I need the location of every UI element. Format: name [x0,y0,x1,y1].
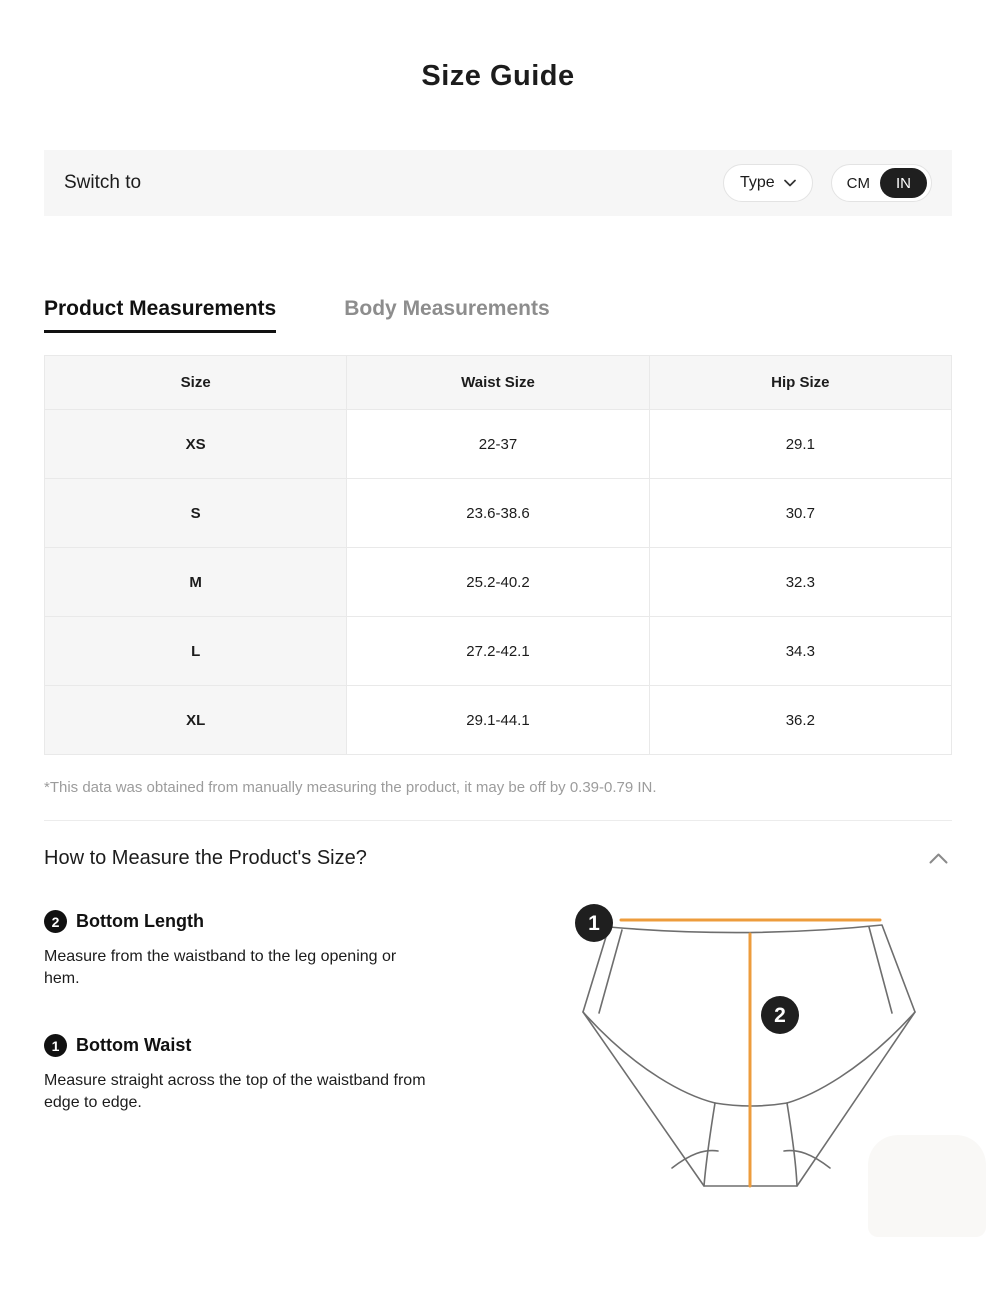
table-header-row [45,356,952,410]
instruction-heading: Bottom Length [76,911,204,931]
chevron-up-icon [929,853,948,864]
size-guide-panel [44,0,952,1212]
how-to-measure-title: How to Measure the Product's Size? [44,847,367,869]
waist-cell: 22-37 [347,410,649,479]
size-cell: L [45,617,347,686]
waist-cell: 25.2-40.2 [347,548,649,617]
hip-cell: 36.2 [649,686,951,755]
measurement-disclaimer: *This data was obtained from manually measuring the product, it may be off by 0.39-0.79 IN. [44,779,657,796]
chevron-down-icon [784,179,796,187]
switch-to-label: Switch to [64,172,142,193]
tab-body-measurements[interactable]: Body Measurements [344,297,550,320]
instruction-text: Measure straight across the top of the waistband from edge to edge. [44,1072,426,1111]
waist-cell: 29.1-44.1 [347,686,649,755]
gusset-curve-right [784,1151,830,1168]
column-header-hip: Hip Size [649,356,951,410]
waist-cell: 27.2-42.1 [347,617,649,686]
size-cell: XL [45,686,347,755]
collapse-section-button[interactable] [925,849,952,868]
hip-cell: 34.3 [649,617,951,686]
step-2-badge: 2 [44,910,67,933]
waist-cell: 23.6-38.6 [347,479,649,548]
svg-text:2: 2 [774,1004,786,1027]
gusset-curve-left [672,1151,718,1168]
type-dropdown-label: Type [739,174,775,191]
type-dropdown[interactable] [723,164,813,202]
hip-cell: 29.1 [649,410,951,479]
section-divider [44,820,952,821]
how-to-measure-header [44,847,952,870]
hip-cell: 30.7 [649,479,951,548]
instruction-bottom-waist [44,1034,524,1114]
page-title: Size Guide [421,60,575,92]
table-row [45,479,952,548]
size-cell: S [45,479,347,548]
instruction-bottom-length [44,910,524,990]
instruction-heading: Bottom Waist [76,1035,192,1055]
table-row [45,617,952,686]
floating-widget-placeholder [868,1135,986,1237]
switch-bar [44,150,952,216]
step-1-badge: 1 [44,1034,67,1057]
column-header-waist: Waist Size [347,356,649,410]
measurement-tabs [44,297,952,333]
crotch-edge-left [704,1103,715,1186]
svg-text:1: 1 [588,912,600,935]
instruction-text: Measure from the waistband to the leg opening or hem. [44,948,397,987]
marker-1 [575,904,613,942]
unit-toggle[interactable] [831,164,932,202]
measure-instructions [44,882,524,1212]
how-to-measure-body [44,882,952,1212]
waistband-seam-right [869,927,892,1013]
leg-opening-right [787,1012,915,1103]
unit-option-in[interactable]: IN [880,168,927,198]
switch-controls [723,164,932,202]
hip-cell: 32.3 [649,548,951,617]
size-cell: XS [45,410,347,479]
table-row [45,548,952,617]
table-row [45,410,952,479]
tab-product-measurements[interactable]: Product Measurements [44,297,276,333]
size-cell: M [45,548,347,617]
table-row [45,686,952,755]
leg-opening-left [583,1012,715,1103]
column-header-size: Size [45,356,347,410]
size-table [44,355,952,755]
marker-2 [761,996,799,1034]
waistband-seam-left [599,930,622,1013]
crotch-edge-right [787,1103,797,1186]
unit-option-cm[interactable]: CM [846,174,870,192]
